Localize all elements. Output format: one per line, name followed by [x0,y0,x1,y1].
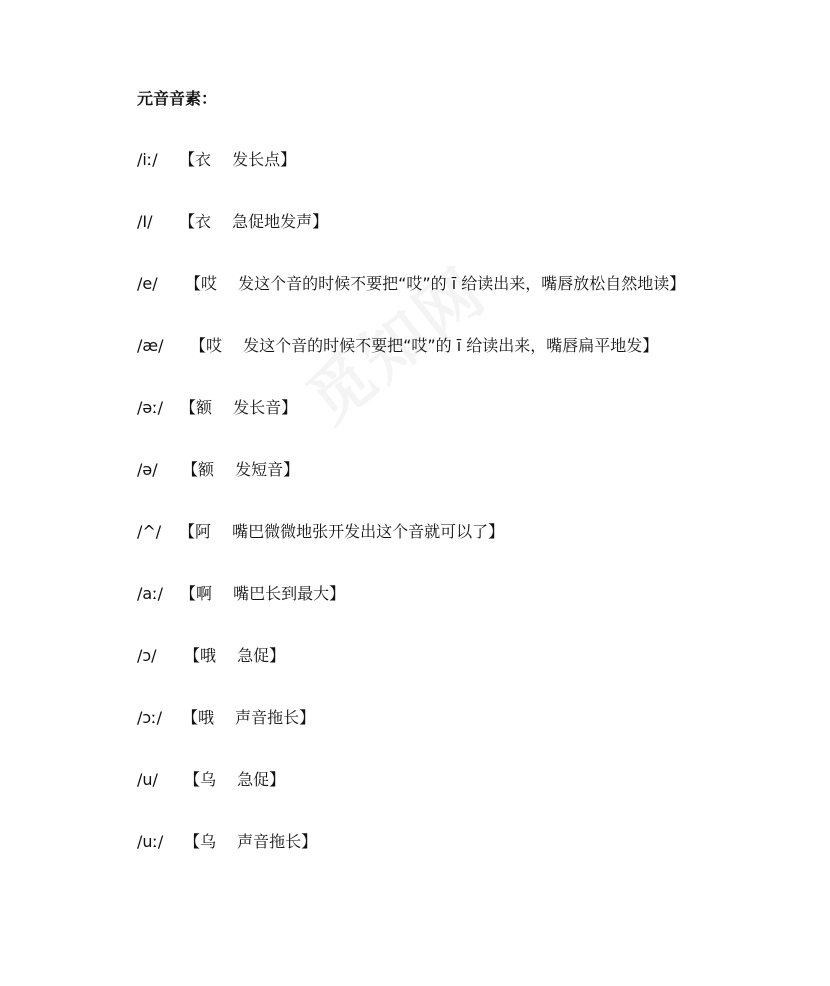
section-heading: 元音音素： [137,89,218,108]
vowel-description: 【衣 发长点】 [179,150,297,169]
vowel-description: 【乌 声音拖长】 [184,832,318,851]
vowel-description: 【衣 急促地发声】 [179,212,329,231]
vowel-description: 【哎 发这个音的时候不要把“哎”的 ī 给读出来，嘴唇扁平地发】 [190,336,659,355]
vowel-description: 【哦 急促】 [184,646,286,665]
ipa-symbol: /e/ [137,274,158,293]
vowel-description: 【啊 嘴巴长到最大】 [180,584,346,603]
vowel-description: 【额 发长音】 [180,398,298,417]
ipa-symbol: /u/ [137,770,158,789]
vowel-description: 【阿 嘴巴微微地张开发出这个音就可以了】 [179,522,505,541]
vowel-description: 【哎 发这个音的时候不要把“哎”的 ī 给读出来，嘴唇放松自然地读】 [185,274,686,293]
ipa-symbol: /^/ [137,522,162,541]
ipa-symbol: /iː/ [137,150,158,169]
vowel-description: 【乌 急促】 [184,770,286,789]
vowel-description: 【哦 声音拖长】 [182,708,316,727]
ipa-symbol: /æ/ [137,336,164,355]
ipa-symbol: /ə/ [137,460,158,479]
ipa-symbol: /ɔ/ [137,646,157,665]
ipa-symbol: /uː/ [137,832,164,851]
ipa-symbol: /I/ [137,212,153,231]
ipa-symbol: /aː/ [137,584,163,603]
vowel-description: 【额 发短音】 [182,460,300,479]
ipa-symbol: /əː/ [137,398,164,417]
ipa-symbol: /ɔː/ [137,708,162,727]
